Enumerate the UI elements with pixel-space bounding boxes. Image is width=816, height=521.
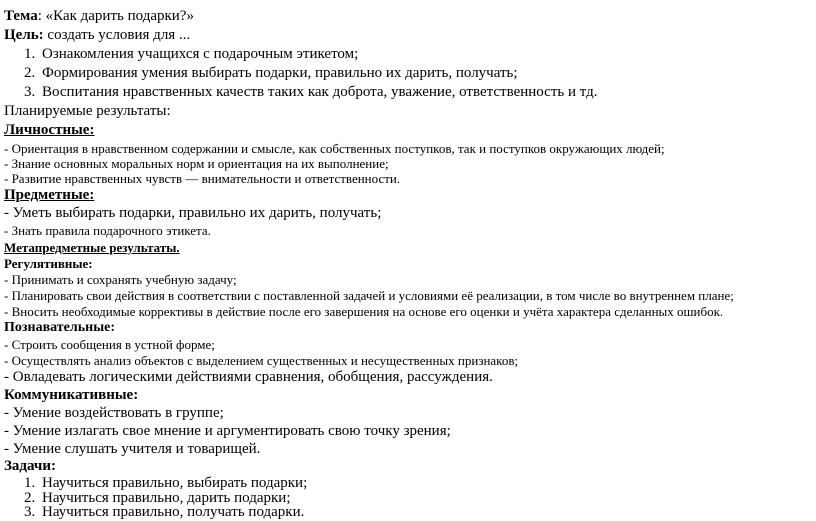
tasks-heading: Задачи: (4, 458, 57, 474)
list-number: 2. (24, 490, 36, 506)
task-item (0, 505, 816, 521)
goal-label: Цель: (4, 27, 44, 43)
regulatory-item: - Вносить необходимые коррективы в действие после его завершения на основе его оценки и учёта характера сделанных ошибок. (4, 304, 724, 319)
communicative-heading: Коммуникативные: (4, 387, 139, 403)
subject-heading: Предметные: (4, 187, 95, 203)
cognitive-item: - Осуществлять анализ объектов с выделением существенных и несущественных признаков; (4, 353, 519, 368)
topic-label: Тема (4, 8, 38, 24)
list-number: 3. (24, 504, 36, 520)
goal-item (0, 47, 816, 63)
personal-item: - Ориентация в нравственном содержании и смысле, как собственных поступков, так и поступков окружающих людей; (4, 141, 665, 156)
regulatory-item: - Планировать свои действия в соответствии с поставленной задачей и условиями её реализации, в том числе во внутреннем плане; (4, 288, 734, 303)
goal-line (4, 28, 190, 43)
goal-item-text: Воспитания нравственных качеств таких как доброта, уважение, ответственность и тд. (42, 84, 598, 100)
goal-item-text: Формирования умения выбирать подарки, правильно их дарить, получать; (42, 65, 518, 81)
list-number: 3. (24, 84, 36, 100)
regulatory-item: - Принимать и сохранять учебную задачу; (4, 272, 237, 287)
topic-line (4, 9, 194, 24)
subject-item: - Уметь выбирать подарки, правильно их дарить, получать; (4, 205, 382, 221)
cognitive-heading: Познавательные: (4, 320, 116, 335)
planned-results: Планируемые результаты: (4, 103, 171, 119)
cognitive-item: - Строить сообщения в устной форме; (4, 337, 215, 352)
goal-value: создать условия для ... (43, 27, 191, 43)
list-number: 2. (24, 65, 36, 81)
personal-heading: Личностные: (4, 122, 95, 138)
list-number: 1. (24, 475, 36, 491)
subject-item: - Знать правила подарочного этикета. (4, 223, 211, 238)
task-item-text: Научиться правильно, выбирать подарки; (42, 475, 308, 491)
meta-heading: Метапредметные результаты. (4, 240, 180, 255)
task-item-text: Научиться правильно, дарить подарки; (42, 490, 291, 506)
personal-item: - Развитие нравственных чувств — внимательности и ответственности. (4, 171, 401, 186)
goal-item (0, 66, 816, 82)
communicative-item: - Умение воздействовать в группе; (4, 405, 224, 421)
communicative-item: - Умение излагать свое мнение и аргументировать свою точку зрения; (4, 423, 451, 439)
goal-item (0, 85, 816, 101)
list-number: 1. (24, 46, 36, 62)
personal-item: - Знание основных моральных норм и ориентация на их выполнение; (4, 156, 389, 171)
goal-item-text: Ознакомления учащихся с подарочным этикетом; (42, 46, 359, 62)
task-item-text: Научиться правильно, получать подарки. (42, 504, 305, 520)
topic-value: : «Как дарить подарки?» (37, 8, 194, 24)
cognitive-item: - Овладевать логическими действиями сравнения, обобщения, рассуждения. (4, 369, 493, 385)
communicative-item: - Умение слушать учителя и товарищей. (4, 441, 261, 457)
regulatory-heading: Регулятивные: (4, 256, 93, 271)
